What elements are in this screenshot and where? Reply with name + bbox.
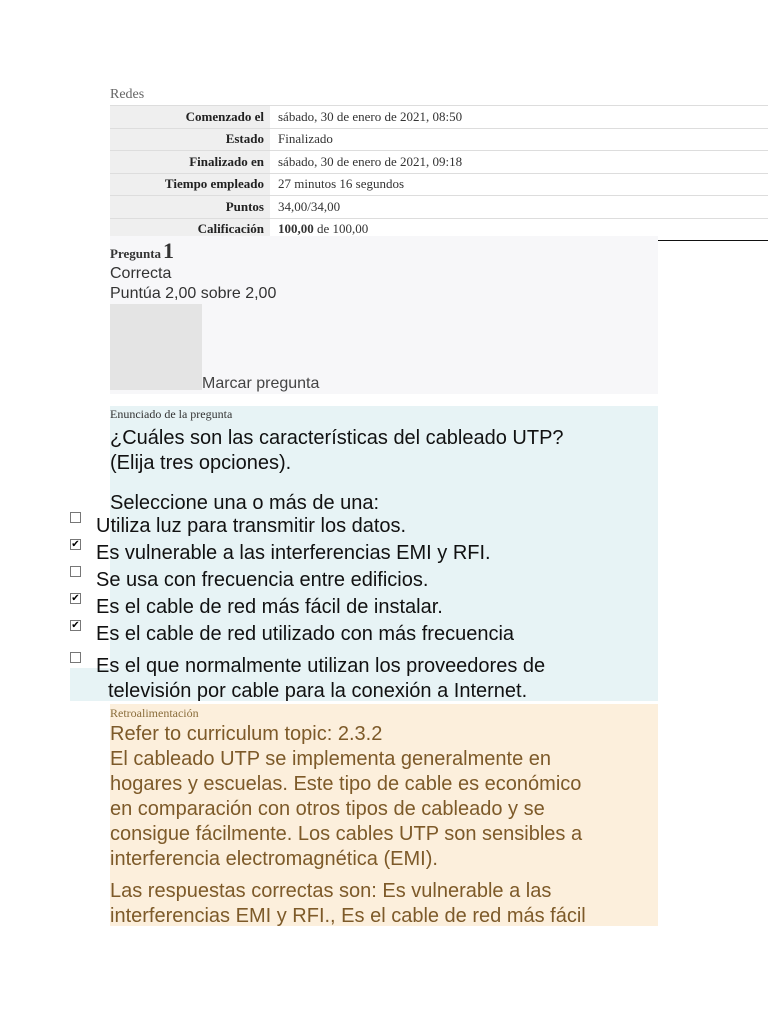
answer-label: Se usa con frecuencia entre edificios.	[96, 569, 429, 591]
summary-value: sábado, 30 de enero de 2021, 09:18	[270, 151, 768, 174]
summary-row	[110, 173, 768, 196]
summary-value: sábado, 30 de enero de 2021, 08:50	[270, 106, 768, 129]
summary-row	[110, 151, 768, 174]
breadcrumb[interactable]: Redes	[110, 87, 145, 102]
summary-value-bold: 100,00	[278, 221, 314, 237]
feedback-line: hogares y escuelas. Este tipo de cable es económico	[110, 773, 582, 795]
feedback-panel	[110, 704, 658, 926]
answer-checkbox[interactable]: ✔	[71, 539, 80, 550]
correct-answers-line: Las respuestas correctas son: Es vulnerable a las	[110, 880, 552, 902]
question-state: Correcta	[110, 265, 172, 282]
feedback-heading: Retroalimentación	[110, 706, 199, 720]
question-text	[110, 426, 650, 476]
answer-checkbox[interactable]	[70, 566, 81, 577]
answer-label: Es el que normalmente utilizan los proveedores de	[96, 655, 546, 677]
summary-row	[110, 196, 768, 219]
summary-value: 27 minutos 16 segundos	[270, 173, 768, 196]
feedback-line: en comparación con otros tipos de cableado y se	[110, 798, 545, 820]
summary-label: Calificación	[110, 218, 270, 241]
summary-value: 34,00/34,00	[270, 196, 768, 219]
summary-label: Estado	[110, 128, 270, 151]
feedback-line: consigue fácilmente. Los cables UTP son sensibles a	[110, 823, 583, 845]
feedback-line: Refer to curriculum topic: 2.3.2	[110, 723, 383, 745]
question-text-heading: Enunciado de la pregunta	[110, 407, 233, 421]
answer-label: Es vulnerable a las interferencias EMI y RFI.	[96, 542, 491, 564]
answer-checkbox[interactable]: ✔	[71, 593, 80, 604]
answer-label: Es el cable de red utilizado con más frecuencia	[96, 623, 515, 645]
feedback-line: El cableado UTP se implementa generalmente en	[110, 748, 551, 770]
question-grade: Puntúa 2,00 sobre 2,00	[110, 285, 277, 302]
summary-label: Puntos	[110, 196, 270, 219]
answer-label-continued: televisión por cable para la conexión a Internet.	[108, 680, 528, 702]
answer-label: Utiliza luz para transmitir los datos.	[96, 515, 407, 537]
summary-label: Finalizado en	[110, 151, 270, 174]
attempt-summary-table	[110, 105, 768, 241]
flag-question-link[interactable]: Marcar pregunta	[202, 375, 320, 392]
summary-row	[110, 106, 768, 129]
answer-checkbox[interactable]	[70, 652, 81, 663]
answer-checkbox[interactable]	[70, 512, 81, 523]
feedback-text	[110, 722, 586, 929]
flag-icon[interactable]	[110, 304, 202, 390]
summary-value-rest: de 100,00	[313, 221, 369, 237]
question-info-panel	[110, 236, 658, 394]
summary-label: Comenzado el	[110, 106, 270, 129]
correct-answers-line: interferencias EMI y RFI., Es el cable de red más fácil	[110, 905, 586, 927]
summary-label: Tiempo empleado	[110, 173, 270, 196]
answer-label: Es el cable de red más fácil de instalar.	[96, 596, 443, 618]
question-number: Pregunta1	[110, 238, 175, 263]
question-text-line: ¿Cuáles son las características del cableado UTP?	[110, 427, 564, 449]
answer-prompt: Seleccione una o más de una:	[110, 492, 380, 514]
summary-value: Finalizado	[270, 128, 768, 151]
answer-checkbox[interactable]: ✔	[71, 620, 80, 631]
feedback-line: interferencia electromagnética (EMI).	[110, 848, 438, 870]
summary-row	[110, 128, 768, 151]
question-text-line: (Elija tres opciones).	[110, 452, 292, 474]
